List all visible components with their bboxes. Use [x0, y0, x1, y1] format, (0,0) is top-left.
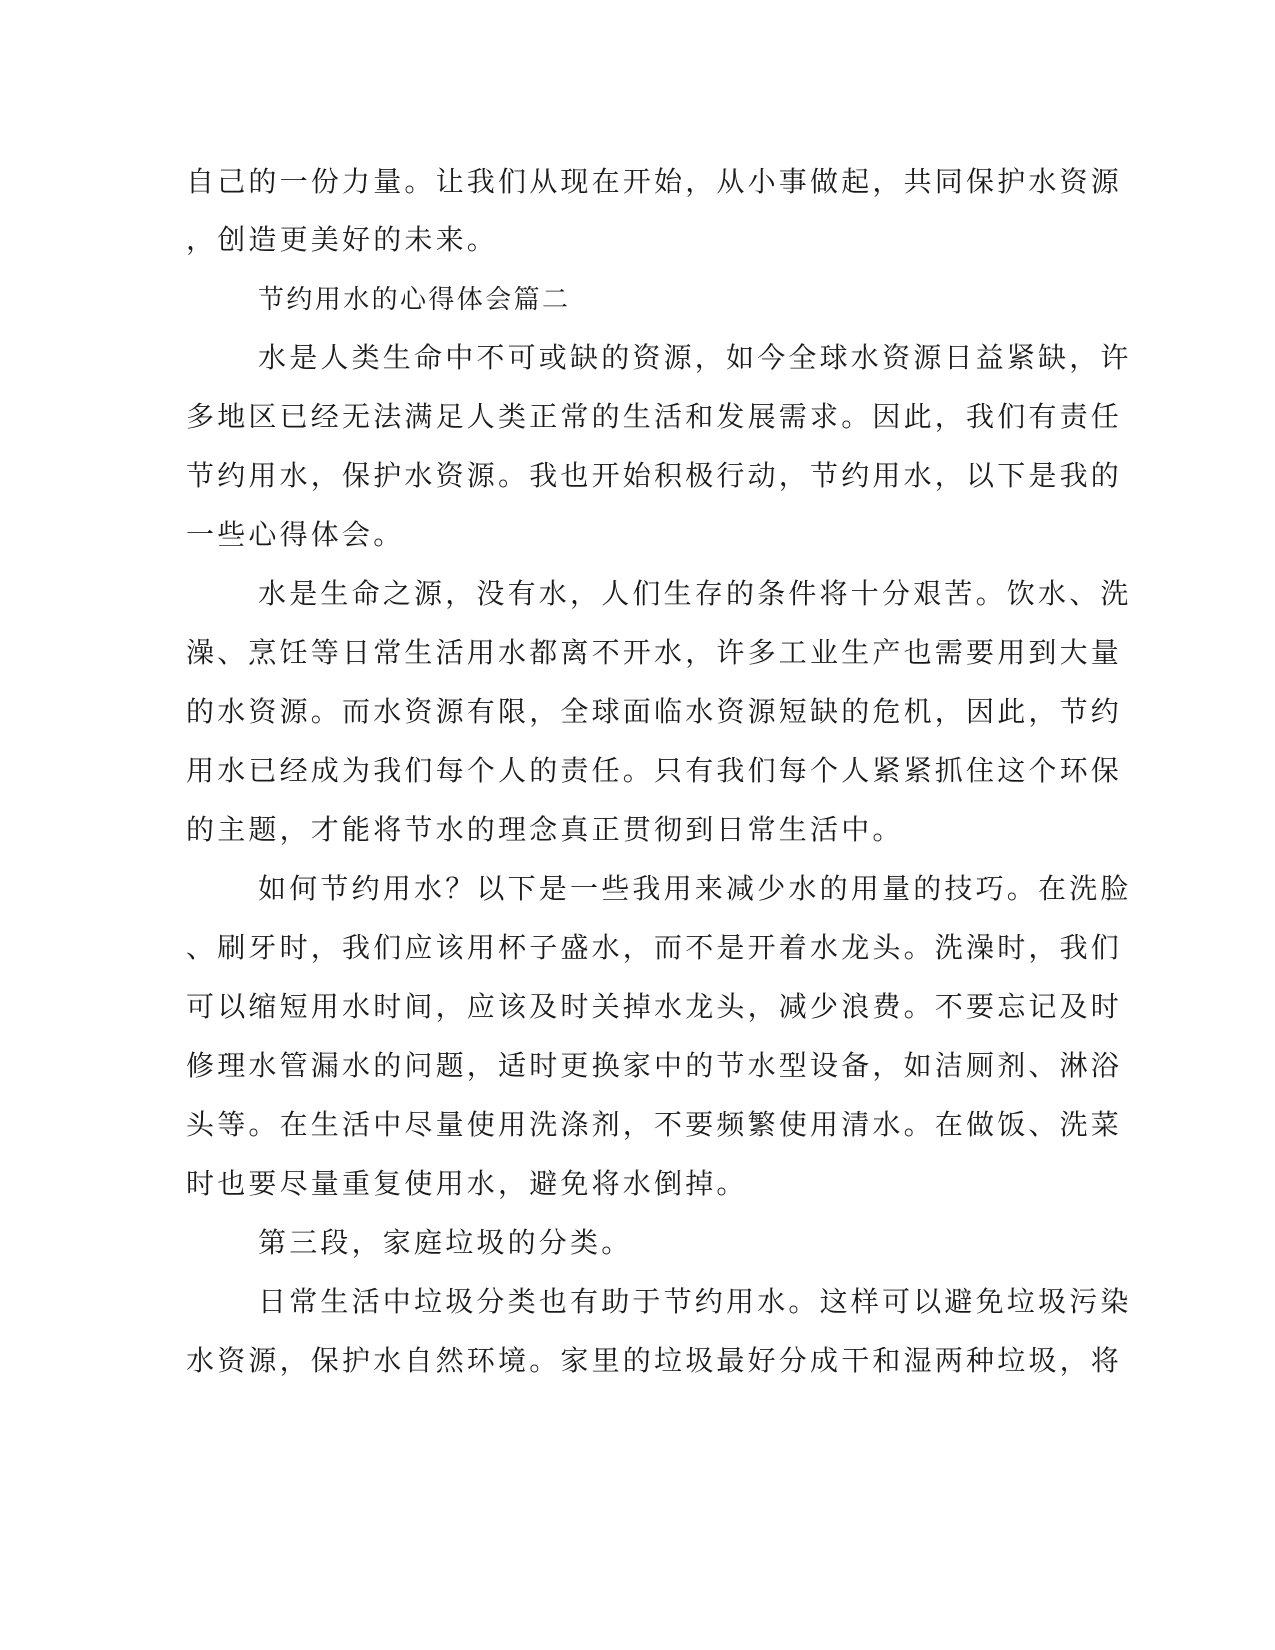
text-line: 日常生活中垃圾分类也有助于节约用水。这样可以避免垃圾污染 [258, 1285, 1132, 1318]
text-line: 节约用水，保护水资源。我也开始积极行动，节约用水，以下是我的 [186, 459, 1123, 492]
text-line: 多地区已经无法满足人类正常的生活和发展需求。因此，我们有责任 [186, 400, 1123, 433]
text-line: 、刷牙时，我们应该用杯子盛水，而不是开着水龙头。洗澡时，我们 [186, 931, 1123, 964]
text-line: 的主题，才能将节水的理念真正贯彻到日常生活中。 [186, 813, 904, 846]
text-line: 水资源，保护水自然环境。家里的垃圾最好分成干和湿两种垃圾，将 [186, 1344, 1123, 1377]
section-heading: 节约用水的心得体会篇二 [258, 285, 571, 315]
text-line: ，创造更美好的未来。 [186, 223, 499, 256]
text-line: 时也要尽量重复使用水，避免将水倒掉。 [186, 1167, 748, 1200]
text-line: 水是生命之源，没有水，人们生存的条件将十分艰苦。饮水、洗 [258, 577, 1132, 610]
text-line: 修理水管漏水的问题，适时更换家中的节水型设备，如洁厕剂、淋浴 [186, 1049, 1123, 1082]
text-line: 可以缩短用水时间，应该及时关掉水龙头，减少浪费。不要忘记及时 [186, 990, 1123, 1023]
text-line: 自己的一份力量。让我们从现在开始，从小事做起，共同保护水资源 [186, 165, 1123, 198]
text-line: 如何节约用水？以下是一些我用来减少水的用量的技巧。在洗脸 [258, 872, 1132, 905]
text-line: 澡、烹饪等日常生活用水都离不开水，许多工业生产也需要用到大量 [186, 636, 1123, 669]
text-line: 头等。在生活中尽量使用洗涤剂，不要频繁使用清水。在做饭、洗菜 [186, 1108, 1123, 1141]
text-line: 一些心得体会。 [186, 518, 405, 551]
text-line: 的水资源。而水资源有限，全球面临水资源短缺的危机，因此，节约 [186, 695, 1123, 728]
text-line: 水是人类生命中不可或缺的资源，如今全球水资源日益紧缺，许 [258, 341, 1132, 374]
text-line: 用水已经成为我们每个人的责任。只有我们每个人紧紧抓住这个环保 [186, 754, 1123, 787]
text-line: 第三段，家庭垃圾的分类。 [258, 1226, 633, 1259]
